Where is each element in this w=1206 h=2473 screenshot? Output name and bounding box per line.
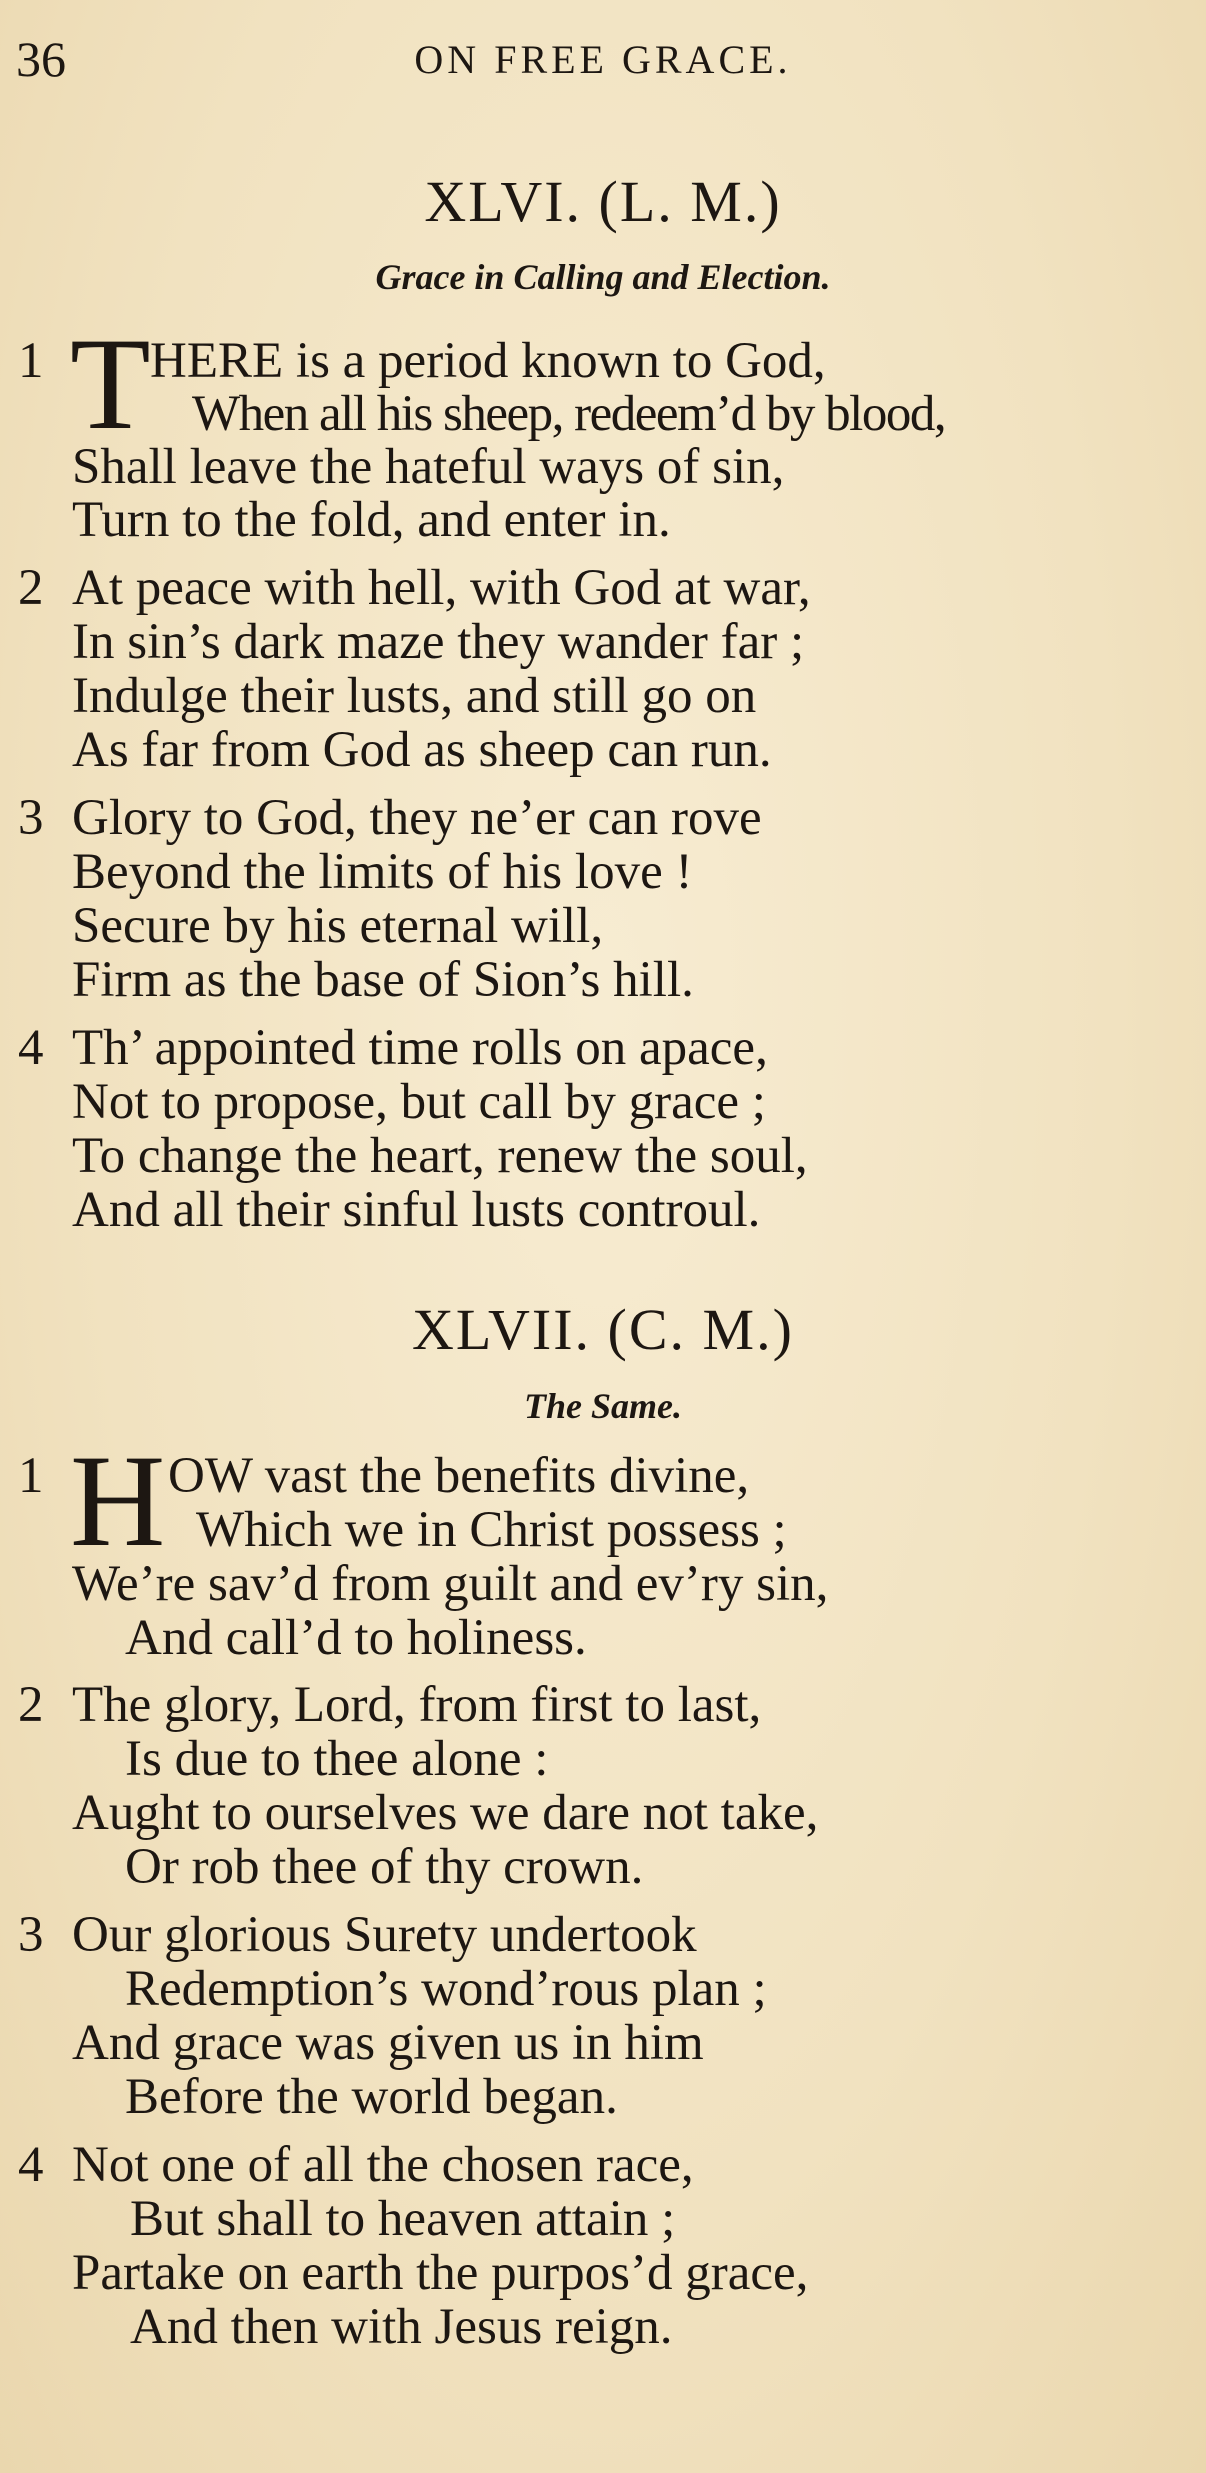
hymn-title: XLVI. (L. M.) xyxy=(424,169,782,234)
drop-cap: H xyxy=(70,1427,166,1574)
drop-cap: T xyxy=(70,310,151,457)
verse-line: Indulge their lusts, and still go on xyxy=(72,668,757,724)
verse-line: Before the world began. xyxy=(125,2069,618,2125)
verse-line: Shall leave the hateful ways of sin, xyxy=(72,439,785,495)
verse-line: Aught to ourselves we dare not take, xyxy=(72,1785,819,1841)
verse-line: Or rob thee of thy crown. xyxy=(125,1839,644,1895)
verse-line: At peace with hell, with God at war, xyxy=(72,560,811,616)
verse-line: Redemption’s wond’rous plan ; xyxy=(125,1961,767,2017)
verse-line: To change the heart, renew the soul, xyxy=(72,1128,808,1184)
verse-line: Partake on earth the purpos’d grace, xyxy=(72,2245,809,2301)
stanza-number: 4 xyxy=(18,1020,44,1076)
verse-line: But shall to heaven attain ; xyxy=(130,2191,676,2247)
verse-line: Secure by his eternal will, xyxy=(72,898,604,954)
verse-line: In sin’s dark maze they wander far ; xyxy=(72,614,805,670)
verse-line: As far from God as sheep can run. xyxy=(72,722,772,778)
verse-line: Turn to the fold, and enter in. xyxy=(72,492,671,548)
stanza-number: 3 xyxy=(18,1907,44,1963)
verse-line: Not one of all the chosen race, xyxy=(72,2137,694,2193)
stanza-number: 1 xyxy=(18,333,44,389)
running-head: ON FREE GRACE. xyxy=(414,37,792,82)
hymn-title: XLVII. (C. M.) xyxy=(412,1297,794,1362)
stanza-number: 2 xyxy=(18,1677,44,1733)
verse-line: Not to propose, but call by grace ; xyxy=(72,1074,766,1130)
verse-line: Firm as the base of Sion’s hill. xyxy=(72,952,694,1008)
verse-line: OW vast the benefits divine, xyxy=(168,1448,750,1504)
verse-line: Glory to God, they ne’er can rove xyxy=(72,790,762,846)
verse-line: The glory, Lord, from first to last, xyxy=(72,1677,762,1733)
verse-line: Our glorious Surety undertook xyxy=(72,1907,697,1963)
stanza-number: 3 xyxy=(18,790,44,846)
verse-line: Which we in Christ possess ; xyxy=(196,1502,787,1558)
hymn-subtitle: Grace in Calling and Election. xyxy=(375,257,831,297)
stanza-number: 4 xyxy=(18,2137,44,2193)
verse-line: And call’d to holiness. xyxy=(125,1610,587,1666)
verse-line: And then with Jesus reign. xyxy=(130,2299,673,2355)
verse-line: Is due to thee alone : xyxy=(125,1731,549,1787)
verse-line: And all their sinful lusts controul. xyxy=(72,1182,761,1238)
verse-line: Th’ appointed time rolls on apace, xyxy=(72,1020,768,1076)
stanza-number: 2 xyxy=(18,560,44,616)
verse-line: HERE is a period known to God, xyxy=(150,333,826,389)
verse-line: When all his sheep, redeem’d by blood, xyxy=(192,386,946,442)
verse-line: And grace was given us in him xyxy=(72,2015,704,2071)
verse-line: Beyond the limits of his love ! xyxy=(72,844,693,900)
hymn-subtitle: The Same. xyxy=(524,1386,682,1426)
stanza-number: 1 xyxy=(18,1448,44,1504)
page-number: 36 xyxy=(16,31,66,87)
verse-line: We’re sav’d from guilt and ev’ry sin, xyxy=(72,1556,829,1612)
